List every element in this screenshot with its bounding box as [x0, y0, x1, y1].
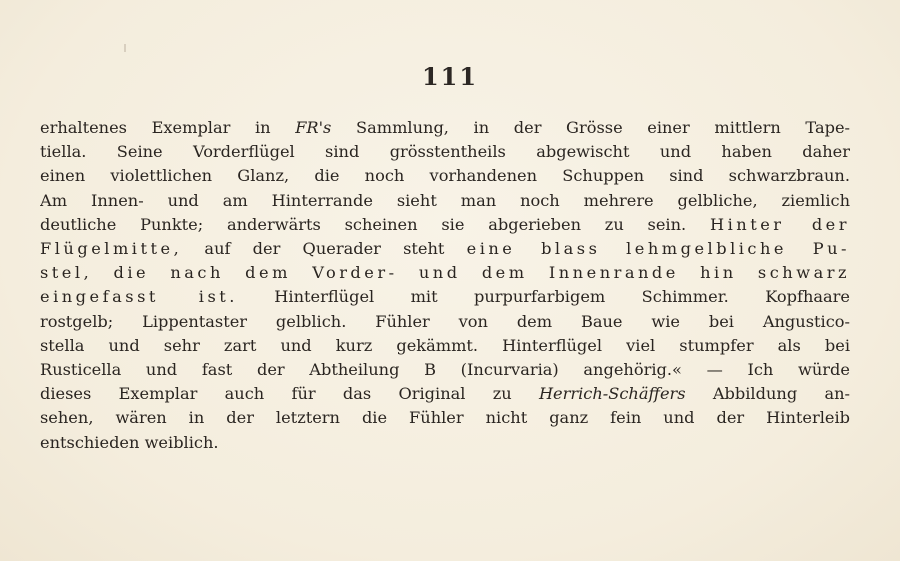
text-run: Abbildung an-	[685, 384, 850, 404]
spaced-text-run: stel, die nach dem Vorder- und dem Innenrande hin schwarz	[40, 263, 850, 283]
text-line	[40, 116, 850, 140]
text-line	[40, 431, 850, 455]
text-line	[40, 334, 850, 358]
italic-text-run: FR's	[295, 118, 332, 137]
text-run: Sammlung, in der Grösse einer mittlern Tape-	[331, 118, 850, 137]
text-run: deutliche Punkte; anderwärts scheinen sie abgerieben zu sein.	[40, 214, 710, 234]
text-line	[40, 285, 850, 309]
body-text	[40, 116, 850, 455]
text-line	[40, 140, 850, 164]
italic-text-run: Herrich-Schäffers	[538, 384, 686, 404]
text-run: Rusticella und fast der Abtheilung B (Incurvaria) angehörig.« — Ich würde	[40, 360, 850, 380]
text-run: sehen, wären in der letztern die Fühler nicht ganz fein und der Hinterleib	[40, 408, 850, 428]
text-run: tiella. Seine Vorderflügel sind grösstentheils abgewischt und haben daher	[40, 142, 850, 162]
text-run: Hinterflügel mit purpurfarbigem Schimmer. Kopfhaare	[237, 287, 850, 307]
text-run: dieses Exemplar auch für das Original zu	[40, 384, 539, 404]
text-run: stella und sehr zart und kurz gekämmt. Hinterflügel viel stumpfer als bei	[40, 335, 850, 355]
text-line	[40, 164, 850, 188]
text-run: einen violettlichen Glanz, die noch vorhandenen Schuppen sind schwarzbraun.	[40, 166, 850, 186]
text-run: rostgelb; Lippentaster gelblich. Fühler von dem Baue wie bei Angustico-	[40, 311, 850, 331]
text-line	[40, 358, 850, 382]
text-line	[40, 261, 850, 285]
text-run: entschieden weiblich.	[40, 432, 219, 452]
text-run: auf der Querader steht	[182, 239, 467, 259]
page-number: 111	[421, 62, 479, 91]
text-line	[40, 406, 850, 430]
text-line	[40, 213, 850, 237]
text-line	[40, 310, 850, 334]
spaced-text-run: eingefasst ist.	[40, 287, 238, 307]
paper-mark	[124, 44, 126, 52]
spaced-text-run: Hinter der	[709, 214, 850, 234]
text-line	[40, 237, 850, 261]
text-run: Am Innen- und am Hinterrande sieht man noch mehrere gelbliche, ziemlich	[40, 190, 850, 210]
text-line	[40, 189, 850, 213]
spaced-text-run: Flügelmitte,	[40, 239, 183, 259]
text-line	[40, 382, 850, 406]
spaced-text-run: eine blass lehmgelbliche Pu-	[466, 239, 850, 259]
text-run: erhaltenes Exemplar in	[40, 118, 296, 137]
